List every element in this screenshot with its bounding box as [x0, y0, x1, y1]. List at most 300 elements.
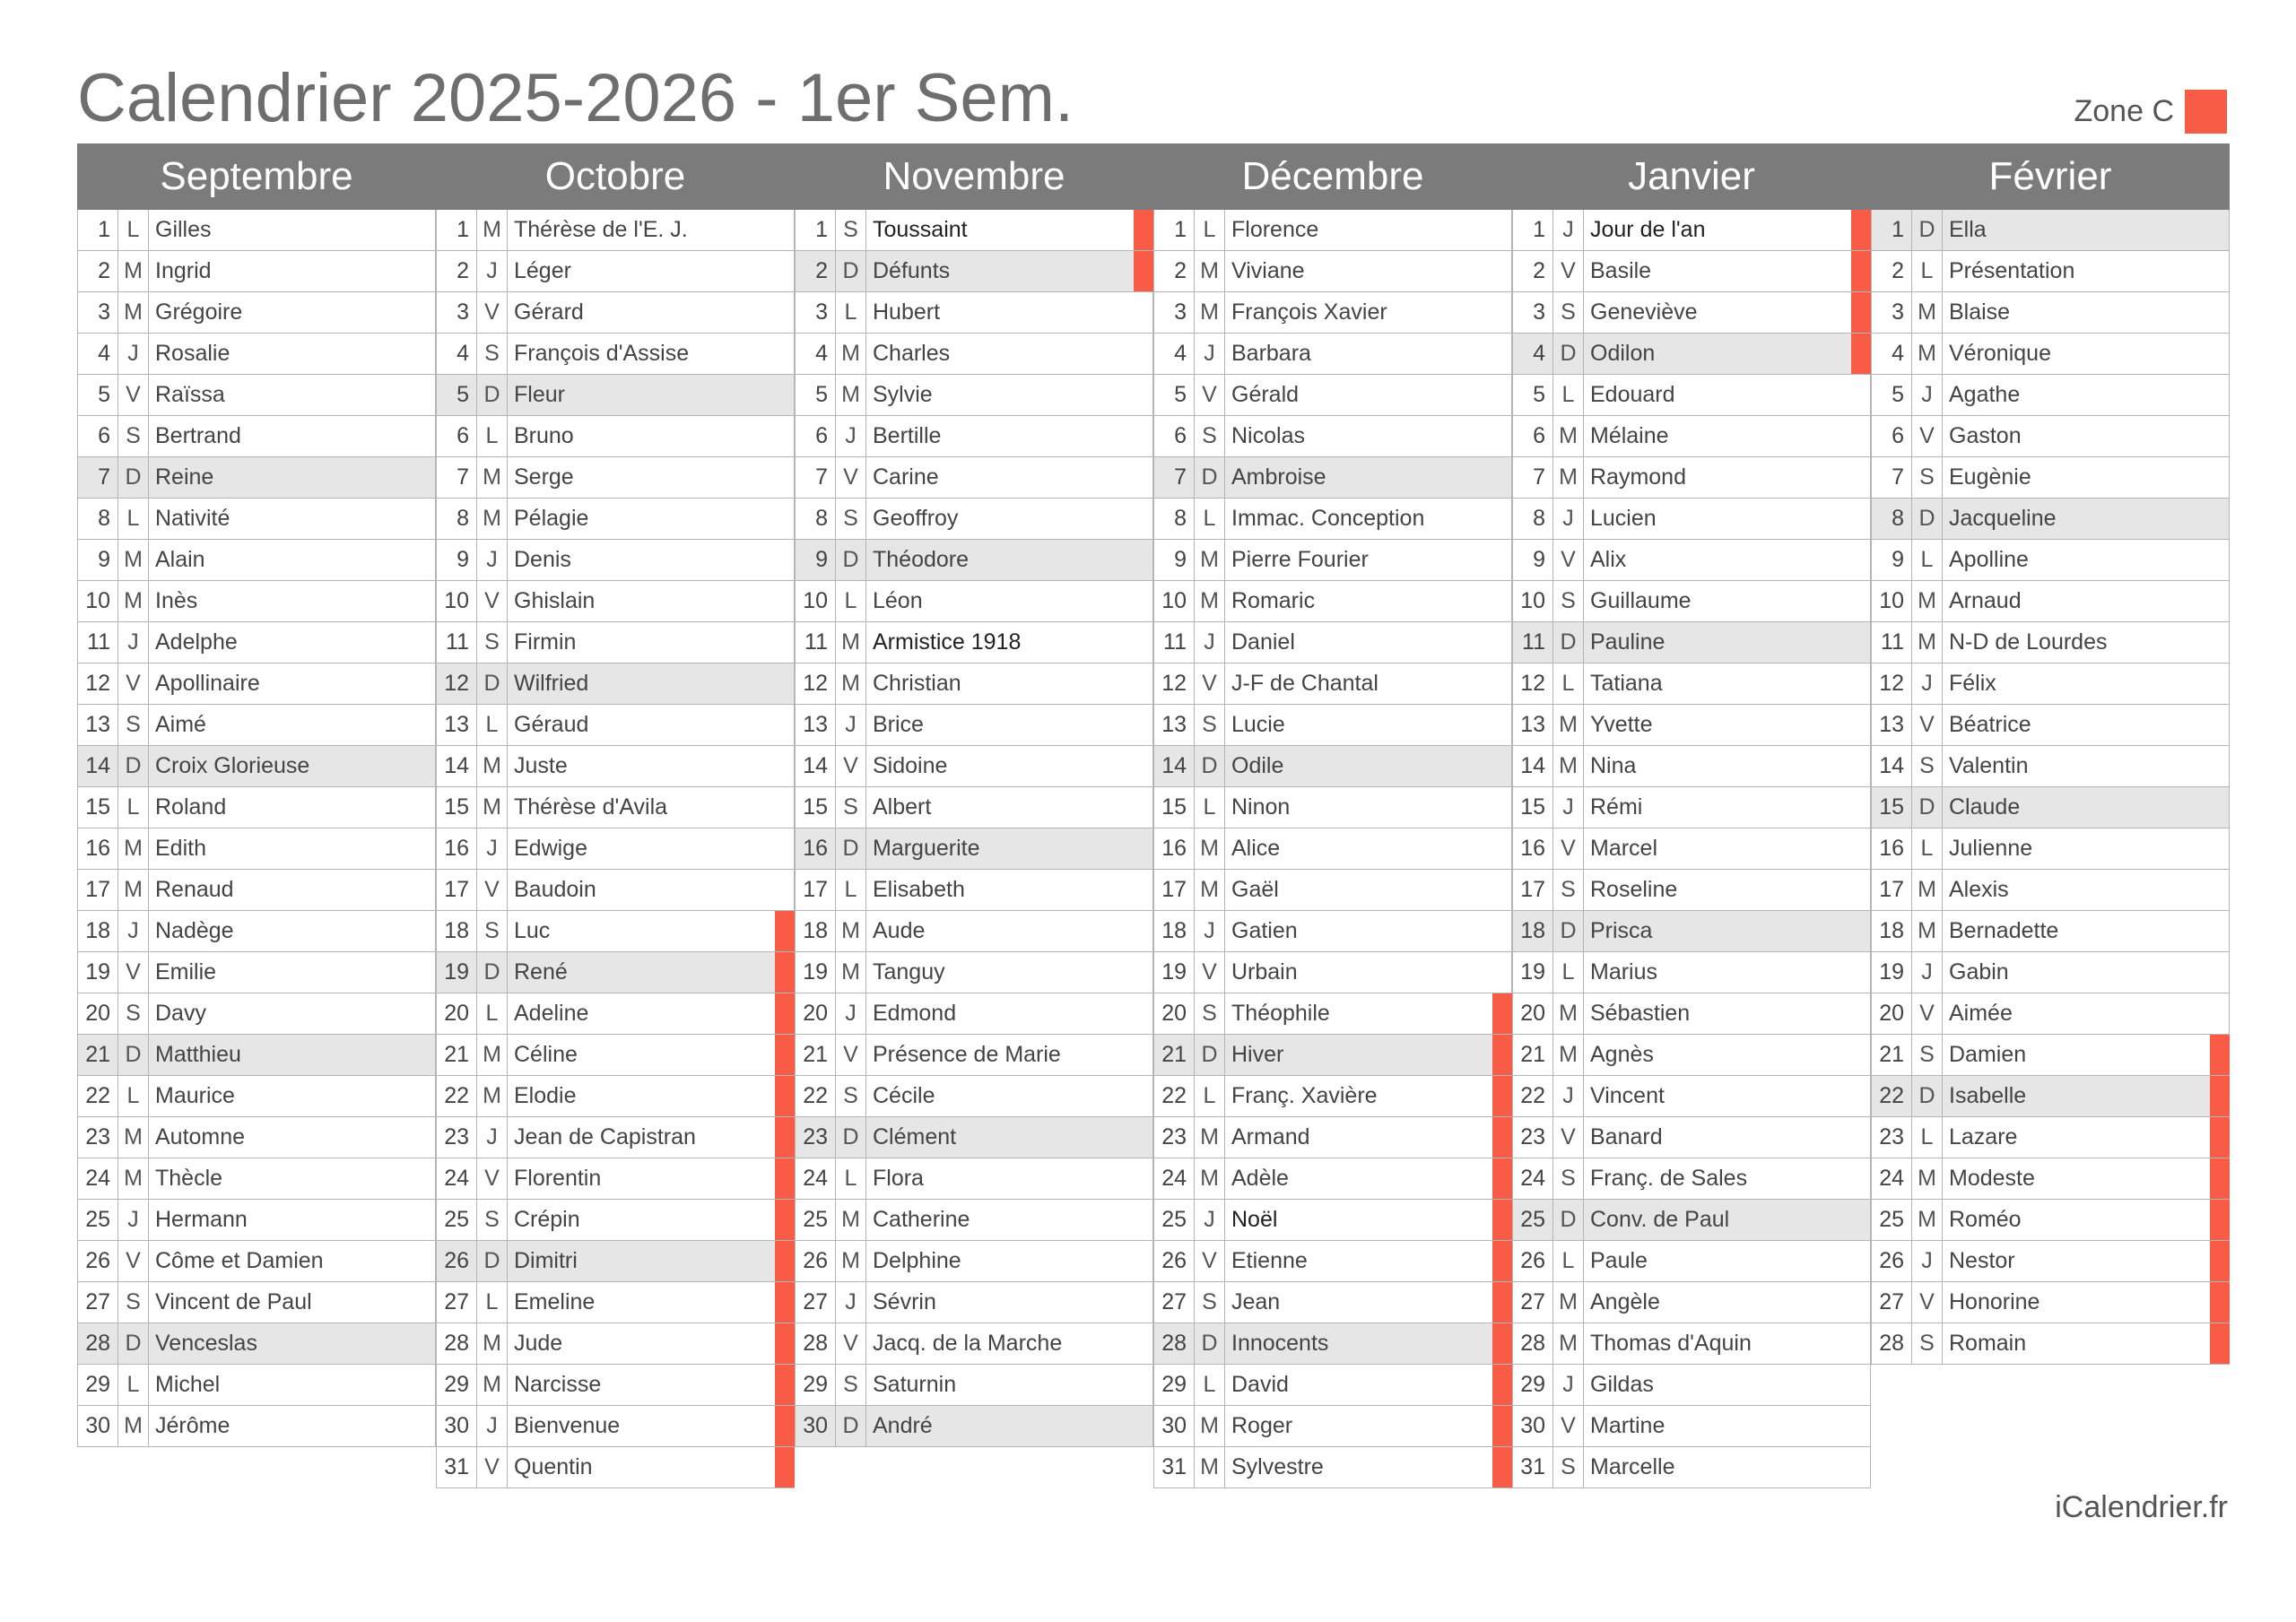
day-row	[795, 911, 1153, 952]
day-row	[795, 251, 1153, 292]
weekday-letter: L	[1912, 1117, 1943, 1158]
weekday-letter: J	[1553, 787, 1584, 828]
day-number: 27	[1871, 1282, 1912, 1323]
day-number: 21	[77, 1035, 118, 1075]
day-row	[1871, 499, 2230, 540]
day-row	[77, 1200, 436, 1241]
day-number: 16	[1512, 828, 1553, 869]
weekday-letter: S	[477, 1200, 508, 1240]
day-row	[436, 334, 795, 375]
day-number: 7	[1512, 457, 1553, 498]
weekday-letter: M	[836, 334, 866, 374]
weekday-letter: D	[1912, 499, 1943, 539]
day-row	[1153, 952, 1512, 993]
day-row	[1153, 1241, 1512, 1282]
saint-name: Jean de Capistran	[508, 1117, 795, 1158]
day-row	[1512, 540, 1871, 581]
day-row	[795, 746, 1153, 787]
day-row	[77, 292, 436, 334]
weekday-letter: L	[1195, 1076, 1225, 1116]
weekday-letter: D	[118, 1035, 149, 1075]
saint-name: Bienvenue	[508, 1406, 795, 1446]
day-row	[1871, 1117, 2230, 1158]
saint-name: Conv. de Paul	[1584, 1200, 1871, 1240]
weekday-letter: M	[118, 292, 149, 333]
day-number: 29	[1153, 1365, 1195, 1405]
weekday-letter: V	[477, 870, 508, 910]
saint-name: J-F de Chantal	[1225, 664, 1512, 704]
day-row	[1512, 1035, 1871, 1076]
vacation-marker	[2210, 1076, 2230, 1116]
weekday-letter: J	[1912, 952, 1943, 993]
day-number: 28	[1871, 1323, 1912, 1364]
day-row	[77, 787, 436, 828]
day-number: 15	[795, 787, 836, 828]
weekday-letter: V	[1553, 1406, 1584, 1446]
day-number: 2	[77, 251, 118, 291]
saint-name: Geoffroy	[866, 499, 1153, 539]
day-row	[1153, 1365, 1512, 1406]
day-row	[1871, 622, 2230, 664]
saint-name: Nina	[1584, 746, 1871, 786]
day-row	[1871, 581, 2230, 622]
saint-name: Luc	[508, 911, 795, 951]
saint-name: Christian	[866, 664, 1153, 704]
weekday-letter: D	[836, 540, 866, 580]
weekday-letter: S	[1553, 1447, 1584, 1488]
weekday-letter: S	[836, 1076, 866, 1116]
day-row	[1871, 705, 2230, 746]
saint-name: Gatien	[1225, 911, 1512, 951]
day-row	[795, 705, 1153, 746]
weekday-letter: J	[477, 1117, 508, 1158]
weekday-letter: L	[1195, 787, 1225, 828]
day-number: 19	[1153, 952, 1195, 993]
weekday-letter: M	[118, 828, 149, 869]
saint-name: Crépin	[508, 1200, 795, 1240]
month-column	[1512, 143, 1871, 1488]
saint-name: Félix	[1943, 664, 2230, 704]
saint-name: Roland	[149, 787, 436, 828]
weekday-letter: V	[477, 1447, 508, 1488]
saint-name: Blaise	[1943, 292, 2230, 333]
day-row	[436, 1035, 795, 1076]
day-number: 12	[77, 664, 118, 704]
weekday-letter: S	[1912, 746, 1943, 786]
day-row	[77, 622, 436, 664]
saint-name: Flora	[866, 1158, 1153, 1199]
weekday-letter: M	[477, 210, 508, 250]
day-number: 11	[77, 622, 118, 663]
day-row	[795, 292, 1153, 334]
day-number: 1	[436, 210, 477, 250]
day-number: 26	[436, 1241, 477, 1281]
weekday-letter: J	[477, 251, 508, 291]
day-number: 10	[1153, 581, 1195, 621]
day-row	[1512, 251, 1871, 292]
saint-name: Mélaine	[1584, 416, 1871, 456]
day-number: 14	[1512, 746, 1553, 786]
weekday-letter: L	[118, 787, 149, 828]
day-row	[77, 1241, 436, 1282]
day-number: 26	[795, 1241, 836, 1281]
saint-name: N-D de Lourdes	[1943, 622, 2230, 663]
day-number: 9	[1871, 540, 1912, 580]
month-column	[795, 143, 1153, 1488]
saint-name: Odilon	[1584, 334, 1871, 374]
saint-name: Franç. de Sales	[1584, 1158, 1871, 1199]
month-header: Février	[1871, 143, 2230, 210]
saint-name: Thérèse de l'E. J.	[508, 210, 795, 250]
day-row	[436, 952, 795, 993]
saint-name: Etienne	[1225, 1241, 1512, 1281]
day-row	[1512, 581, 1871, 622]
weekday-letter: J	[1553, 499, 1584, 539]
day-row	[1871, 540, 2230, 581]
day-number: 2	[436, 251, 477, 291]
day-row	[1871, 993, 2230, 1035]
day-number: 18	[77, 911, 118, 951]
day-row	[1871, 828, 2230, 870]
day-number: 8	[436, 499, 477, 539]
day-row	[1512, 622, 1871, 664]
saint-name: Emilie	[149, 952, 436, 993]
weekday-letter: J	[836, 705, 866, 745]
saint-name: Marius	[1584, 952, 1871, 993]
day-row	[77, 210, 436, 251]
day-number: 13	[1512, 705, 1553, 745]
vacation-marker	[1851, 210, 1871, 250]
saint-name: Pauline	[1584, 622, 1871, 663]
day-number: 6	[1871, 416, 1912, 456]
day-row	[1512, 911, 1871, 952]
saint-name: Dimitri	[508, 1241, 795, 1281]
saint-name: Modeste	[1943, 1158, 2230, 1199]
weekday-letter: M	[118, 540, 149, 580]
saint-name: Brice	[866, 705, 1153, 745]
day-row	[1512, 746, 1871, 787]
vacation-marker	[2210, 1200, 2230, 1240]
day-number: 25	[436, 1200, 477, 1240]
vacation-marker	[1492, 993, 1512, 1034]
vacation-marker	[775, 1200, 795, 1240]
weekday-letter: D	[118, 1323, 149, 1364]
day-row	[1512, 1323, 1871, 1365]
weekday-letter: M	[1912, 292, 1943, 333]
weekday-letter: M	[1553, 705, 1584, 745]
weekday-letter: M	[1912, 334, 1943, 374]
weekday-letter: M	[836, 375, 866, 415]
weekday-letter: V	[1195, 952, 1225, 993]
vacation-marker	[1851, 292, 1871, 333]
saint-name: Florentin	[508, 1158, 795, 1199]
day-row	[436, 1241, 795, 1282]
day-row	[1871, 251, 2230, 292]
day-number: 2	[1512, 251, 1553, 291]
weekday-letter: D	[1553, 622, 1584, 663]
day-number: 30	[1512, 1406, 1553, 1446]
day-row	[795, 1365, 1153, 1406]
weekday-letter: M	[1195, 828, 1225, 869]
weekday-letter: V	[118, 664, 149, 704]
day-number: 19	[795, 952, 836, 993]
weekday-letter: M	[1195, 251, 1225, 291]
day-number: 24	[77, 1158, 118, 1199]
saint-name: Arnaud	[1943, 581, 2230, 621]
day-row	[436, 499, 795, 540]
day-row	[795, 1117, 1153, 1158]
day-row	[795, 581, 1153, 622]
saint-name: Pélagie	[508, 499, 795, 539]
day-number: 12	[1153, 664, 1195, 704]
day-number: 3	[1153, 292, 1195, 333]
day-row	[436, 828, 795, 870]
day-number: 28	[77, 1323, 118, 1364]
day-number: 14	[1871, 746, 1912, 786]
day-number: 11	[1512, 622, 1553, 663]
day-number: 9	[1512, 540, 1553, 580]
day-row	[77, 664, 436, 705]
saint-name: Venceslas	[149, 1323, 436, 1364]
weekday-letter: D	[1553, 911, 1584, 951]
saint-name: Ninon	[1225, 787, 1512, 828]
saint-name: Alexis	[1943, 870, 2230, 910]
weekday-letter: D	[1912, 787, 1943, 828]
day-number: 4	[77, 334, 118, 374]
day-number: 5	[436, 375, 477, 415]
saint-name: Romaric	[1225, 581, 1512, 621]
saint-name: Présentation	[1943, 251, 2230, 291]
saint-name: Franç. Xavière	[1225, 1076, 1512, 1116]
weekday-letter: J	[1195, 911, 1225, 951]
day-number: 23	[77, 1117, 118, 1158]
vacation-marker	[1492, 1282, 1512, 1323]
saint-name: Quentin	[508, 1447, 795, 1488]
day-row	[1153, 870, 1512, 911]
day-number: 20	[1153, 993, 1195, 1034]
day-number: 11	[436, 622, 477, 663]
day-row	[1871, 1200, 2230, 1241]
weekday-letter: M	[836, 1241, 866, 1281]
vacation-marker	[2210, 1158, 2230, 1199]
day-number: 20	[1871, 993, 1912, 1034]
day-number: 5	[1871, 375, 1912, 415]
vacation-marker	[775, 1117, 795, 1158]
day-number: 16	[77, 828, 118, 869]
saint-name: Nativité	[149, 499, 436, 539]
saint-name: Prisca	[1584, 911, 1871, 951]
day-row	[436, 1117, 795, 1158]
day-row	[436, 993, 795, 1035]
weekday-letter: V	[118, 375, 149, 415]
zone-label: Zone C	[2074, 94, 2174, 128]
saint-name: Agnès	[1584, 1035, 1871, 1075]
saint-name: Nicolas	[1225, 416, 1512, 456]
day-number: 13	[436, 705, 477, 745]
day-number: 7	[1871, 457, 1912, 498]
saint-name: Sébastien	[1584, 993, 1871, 1034]
day-number: 17	[1512, 870, 1553, 910]
weekday-letter: M	[1912, 622, 1943, 663]
weekday-letter: V	[836, 457, 866, 498]
weekday-letter: M	[1195, 870, 1225, 910]
weekday-letter: D	[1195, 457, 1225, 498]
saint-name: Emeline	[508, 1282, 795, 1323]
saint-name: Honorine	[1943, 1282, 2230, 1323]
day-number: 29	[1512, 1365, 1553, 1405]
weekday-letter: L	[836, 292, 866, 333]
saint-name: Béatrice	[1943, 705, 2230, 745]
month-column	[1153, 143, 1512, 1488]
weekday-letter: M	[1912, 1200, 1943, 1240]
weekday-letter: M	[1553, 457, 1584, 498]
saint-name: Croix Glorieuse	[149, 746, 436, 786]
weekday-letter: M	[1553, 1035, 1584, 1075]
saint-name: Raïssa	[149, 375, 436, 415]
day-number: 10	[1512, 581, 1553, 621]
day-number: 28	[436, 1323, 477, 1364]
weekday-letter: M	[1553, 1323, 1584, 1364]
weekday-letter: V	[1553, 540, 1584, 580]
day-row	[1153, 787, 1512, 828]
day-number: 27	[795, 1282, 836, 1323]
day-row	[1512, 334, 1871, 375]
day-number: 13	[77, 705, 118, 745]
saint-name: Grégoire	[149, 292, 436, 333]
weekday-letter: S	[1912, 1035, 1943, 1075]
saint-name: André	[866, 1406, 1153, 1446]
weekday-letter: J	[118, 622, 149, 663]
saint-name: Raymond	[1584, 457, 1871, 498]
day-number: 28	[1512, 1323, 1553, 1364]
saint-name: Marguerite	[866, 828, 1153, 869]
weekday-letter: L	[1553, 952, 1584, 993]
day-row	[436, 1200, 795, 1241]
day-row	[1512, 1406, 1871, 1447]
saint-name: Fleur	[508, 375, 795, 415]
day-row	[1871, 416, 2230, 457]
day-number: 24	[1871, 1158, 1912, 1199]
day-number: 21	[795, 1035, 836, 1075]
day-row	[77, 746, 436, 787]
day-number: 27	[436, 1282, 477, 1323]
day-row	[77, 1158, 436, 1200]
day-row	[436, 540, 795, 581]
saint-name: Ambroise	[1225, 457, 1512, 498]
day-number: 11	[1871, 622, 1912, 663]
day-number: 13	[1871, 705, 1912, 745]
day-number: 12	[1512, 664, 1553, 704]
day-row	[436, 1158, 795, 1200]
saint-name: Céline	[508, 1035, 795, 1075]
weekday-letter: S	[118, 705, 149, 745]
weekday-letter: S	[1912, 457, 1943, 498]
day-number: 3	[77, 292, 118, 333]
day-row	[436, 870, 795, 911]
vacation-marker	[2210, 1282, 2230, 1323]
day-number: 24	[795, 1158, 836, 1199]
saint-name: Immac. Conception	[1225, 499, 1512, 539]
saint-name: Rosalie	[149, 334, 436, 374]
day-row	[1512, 457, 1871, 499]
day-row	[1153, 416, 1512, 457]
weekday-letter: M	[1553, 993, 1584, 1034]
day-number: 20	[1512, 993, 1553, 1034]
weekday-letter: J	[1912, 664, 1943, 704]
saint-name: Tanguy	[866, 952, 1153, 993]
weekday-letter: L	[477, 705, 508, 745]
saint-name: Firmin	[508, 622, 795, 663]
day-number: 25	[77, 1200, 118, 1240]
vacation-marker	[1492, 1200, 1512, 1240]
day-number: 4	[795, 334, 836, 374]
day-number: 2	[1153, 251, 1195, 291]
weekday-letter: J	[1553, 1076, 1584, 1116]
day-row	[1153, 1406, 1512, 1447]
day-row	[795, 1406, 1153, 1447]
weekday-letter: J	[836, 416, 866, 456]
day-row	[1871, 1282, 2230, 1323]
saint-name: Apolline	[1943, 540, 2230, 580]
saint-name: Gérald	[1225, 375, 1512, 415]
site-credit: iCalendrier.fr	[2055, 1490, 2228, 1524]
weekday-letter: V	[1553, 1117, 1584, 1158]
weekday-letter: L	[1553, 664, 1584, 704]
day-row	[1153, 457, 1512, 499]
day-row	[1512, 416, 1871, 457]
weekday-letter: V	[1912, 416, 1943, 456]
weekday-letter: V	[1553, 828, 1584, 869]
weekday-letter: M	[836, 622, 866, 663]
saint-name: Thècle	[149, 1158, 436, 1199]
vacation-marker	[775, 1365, 795, 1405]
vacation-marker	[1492, 1241, 1512, 1281]
day-number: 5	[1153, 375, 1195, 415]
day-row	[795, 210, 1153, 251]
day-row	[77, 1406, 436, 1447]
weekday-letter: M	[1912, 911, 1943, 951]
weekday-letter: M	[1553, 1282, 1584, 1323]
day-row	[1153, 622, 1512, 664]
weekday-letter: M	[477, 1035, 508, 1075]
day-number: 29	[436, 1365, 477, 1405]
saint-name: Hermann	[149, 1200, 436, 1240]
day-row	[1871, 1035, 2230, 1076]
day-row	[1153, 1117, 1512, 1158]
saint-name: Vincent de Paul	[149, 1282, 436, 1323]
weekday-letter: M	[1195, 1158, 1225, 1199]
day-number: 26	[1512, 1241, 1553, 1281]
weekday-letter: L	[1912, 540, 1943, 580]
weekday-letter: V	[118, 952, 149, 993]
weekday-letter: J	[118, 334, 149, 374]
day-row	[1871, 787, 2230, 828]
weekday-letter: M	[118, 870, 149, 910]
day-row	[77, 911, 436, 952]
weekday-letter: S	[836, 787, 866, 828]
vacation-marker	[775, 1035, 795, 1075]
weekday-letter: M	[118, 251, 149, 291]
saint-name: Baudoin	[508, 870, 795, 910]
saint-name: Daniel	[1225, 622, 1512, 663]
day-row	[1153, 993, 1512, 1035]
day-number: 7	[1153, 457, 1195, 498]
saint-name: Adèle	[1225, 1158, 1512, 1199]
saint-name: Florence	[1225, 210, 1512, 250]
weekday-letter: V	[477, 581, 508, 621]
weekday-letter: D	[1195, 1035, 1225, 1075]
day-row	[795, 993, 1153, 1035]
